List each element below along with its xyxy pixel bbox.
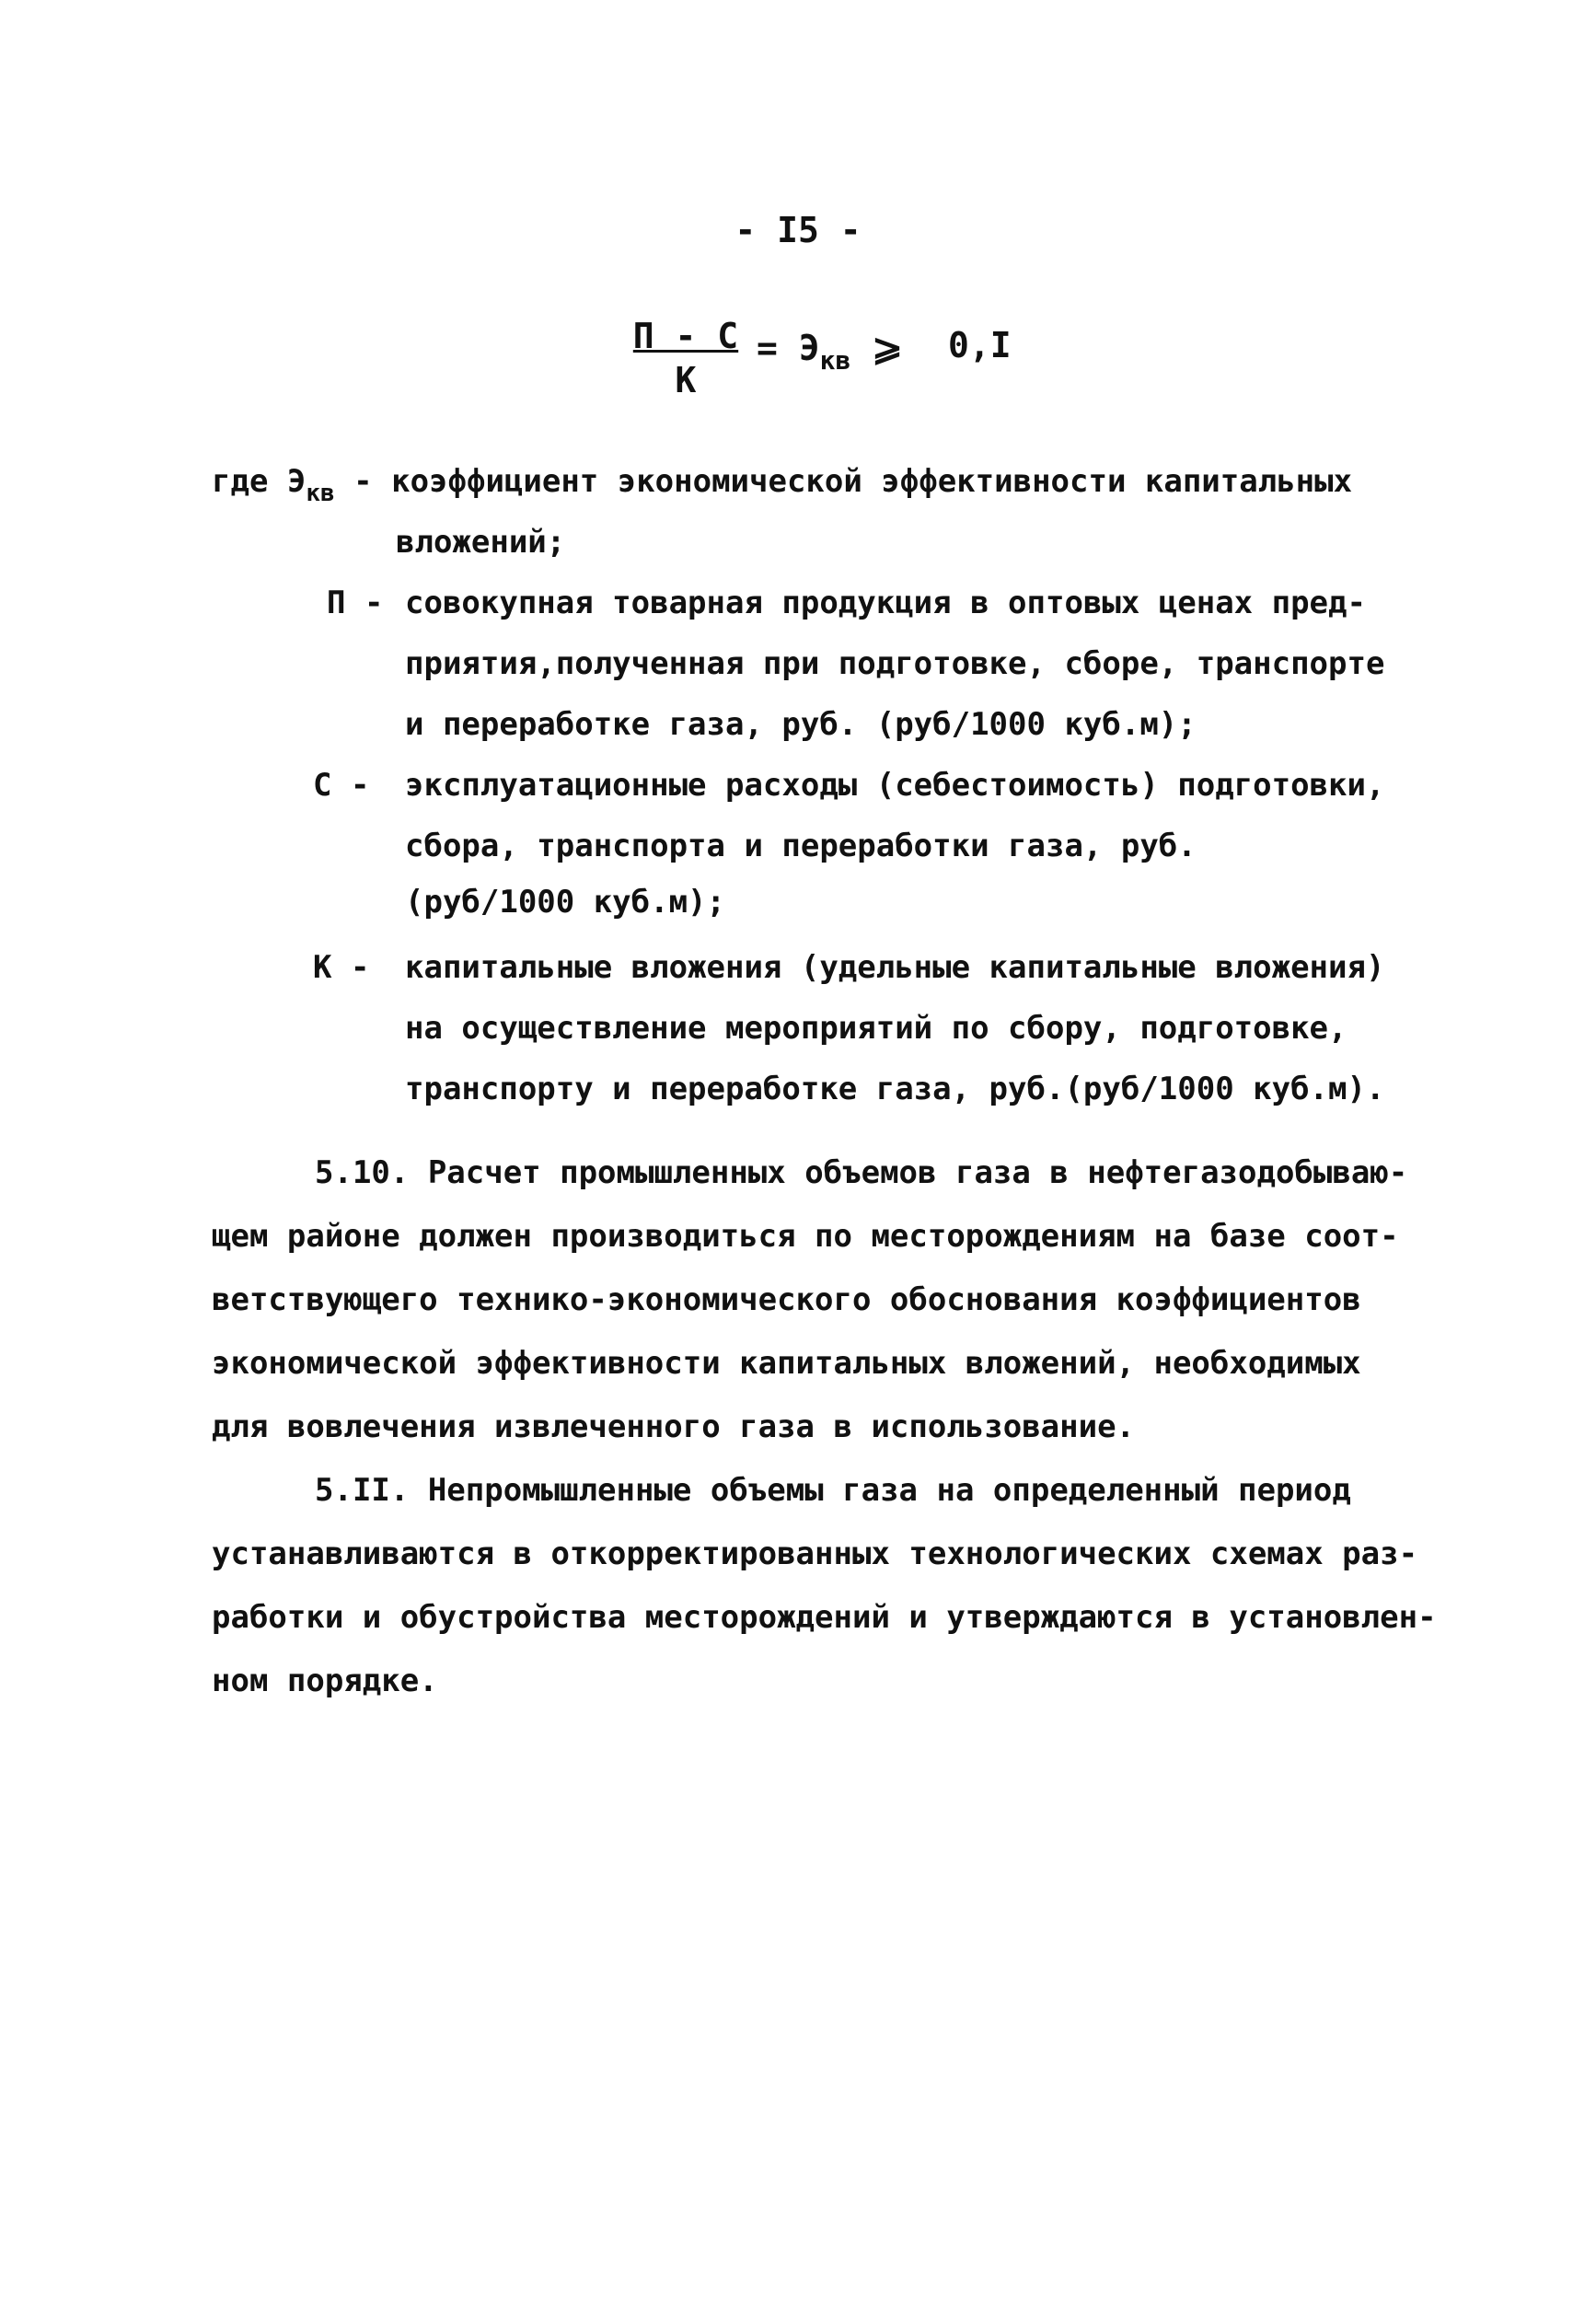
paragraph-line: экономической эффективности капитальных вложений, необходимых <box>212 1345 1361 1382</box>
paragraph-5-10 <box>212 1141 1500 1459</box>
definition-line: совокупная товарная продукция в оптовых ценах пред- <box>405 585 1366 621</box>
paragraph-line: для вовлечения извлеченного газа в использование. <box>212 1408 1136 1445</box>
paragraph-line: устанавливаются в откорректированных технологических схемах раз- <box>212 1535 1418 1572</box>
definitions-list <box>212 451 1500 1119</box>
efficiency-formula <box>626 318 1104 419</box>
paragraph-line: щем районе должен производиться по месторождениям на базе соот- <box>212 1218 1399 1255</box>
definition-line: эксплуатационные расходы (себестоимость) подготовки, <box>405 767 1385 804</box>
definition-item-p <box>212 573 1500 755</box>
definition-main-line <box>212 451 1352 524</box>
definition-line: (руб/1000 куб.м); <box>405 884 725 921</box>
definition-symbol: К - <box>313 949 370 986</box>
definition-main-text: - коэффициент экономической эффективности капитальных <box>353 463 1353 500</box>
formula-value: 0,I <box>948 325 1012 365</box>
formula-right-side <box>757 327 903 376</box>
formula-symbol: Э <box>798 328 820 368</box>
paragraph-line: 5.II. Непромышленные объемы газа на определенный период <box>315 1472 1351 1509</box>
paragraph-line: ветствующего технико-экономического обоснования коэффициентов <box>212 1281 1361 1318</box>
paragraph-line: работки и обустройства месторождений и утверждаются в установлен- <box>212 1599 1437 1636</box>
definition-line: на осуществление мероприятий по сбору, подготовке, <box>405 1010 1347 1047</box>
definition-line: и переработке газа, руб. (руб/1000 куб.м); <box>405 706 1197 743</box>
definition-text <box>212 573 1500 755</box>
definition-main <box>212 451 1500 573</box>
definition-text <box>212 755 1500 928</box>
formula-numerator: П - С <box>632 316 739 356</box>
definition-line: транспорту и переработке газа, руб.(руб/1000 куб.м). <box>405 1071 1385 1107</box>
paragraph-line: 5.10. Расчет промышленных объемов газа в нефтегазодобываю- <box>315 1154 1408 1191</box>
definition-symbol: П - <box>327 585 384 621</box>
definition-item-c <box>212 755 1500 928</box>
definition-line: капитальные вложения (удельные капитальные вложения) <box>405 949 1385 986</box>
formula-equals: = <box>757 328 778 368</box>
definition-lead: где Э <box>212 463 306 500</box>
definition-line: сбора, транспорта и переработки газа, руб. <box>405 828 1197 864</box>
definition-symbol: С - <box>313 767 370 804</box>
definition-line: приятия,полученная при подготовке, сборе, транспорте <box>405 645 1385 682</box>
definition-main-continuation: вложений; <box>396 524 566 561</box>
formula-relation: ⩾ <box>872 327 903 369</box>
definition-text <box>212 937 1500 1119</box>
formula-symbol-subscript: кв <box>819 345 851 376</box>
definition-lead-subscript: кв <box>306 480 335 507</box>
formula-denominator: К <box>675 360 697 400</box>
definition-item-k <box>212 937 1500 1119</box>
paragraph-5-11 <box>212 1459 1500 1713</box>
page-number: - I5 - <box>734 210 862 250</box>
paragraph-line: ном порядке. <box>212 1662 438 1699</box>
formula-fraction <box>626 318 746 406</box>
